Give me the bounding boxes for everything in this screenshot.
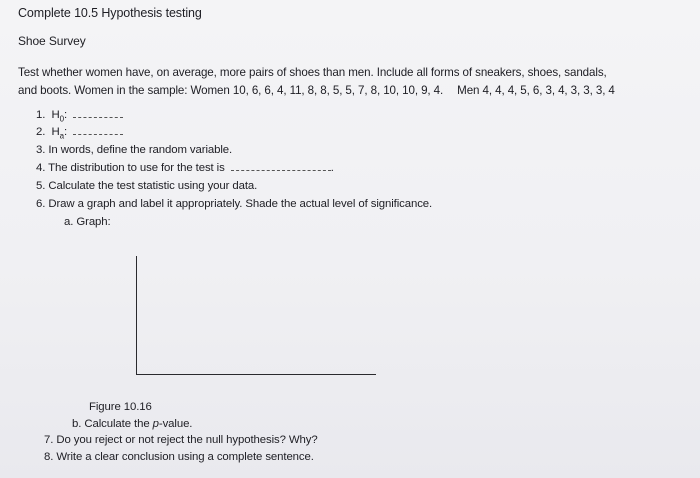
- question-6: 6. Draw a graph and label it appropriately. Shade the actual level of significance.: [36, 198, 433, 210]
- problem-statement: [18, 64, 678, 99]
- question-8: 8. Write a clear conclusion using a complete sentence.: [44, 451, 314, 463]
- question-3: 3. In words, define the random variable.: [36, 144, 233, 156]
- question-7: 7. Do you reject or not reject the null hypothesis? Why?: [44, 434, 318, 446]
- question-1: 1. $H_0$:: [36, 109, 123, 123]
- question-6a: a. Graph:: [64, 216, 111, 228]
- figure-caption: Figure 10.16: [89, 401, 152, 413]
- graph-axes: [136, 256, 376, 375]
- answer-blank-distribution[interactable]: [231, 169, 331, 171]
- section-subtitle: Shoe Survey: [18, 34, 86, 48]
- answer-blank-ha[interactable]: [73, 133, 123, 135]
- question-2: 2. $H_a$:: [36, 126, 123, 140]
- question-5: 5. Calculate the test statistic using your data.: [36, 180, 258, 192]
- problem-men-data: Men 4, 4, 4, 5, 6, 3, 4, 3, 3, 3, 4: [457, 83, 615, 97]
- problem-women-data: and boots. Women in the sample: Women 10, 6, 6, 4, 11, 8, 8, 5, 5, 7, 8, 10, 10, 9, 4.: [18, 83, 444, 97]
- question-6b: b. Calculate the p-value.: [72, 418, 193, 430]
- question-4: 4. The distribution to use for the test is .: [36, 162, 334, 174]
- answer-blank-h0[interactable]: [73, 116, 123, 118]
- page-title: Complete 10.5 Hypothesis testing: [18, 6, 202, 20]
- problem-line-1: Test whether women have, on average, more pairs of shoes than men. Include all forms of sneakers, shoes, sandals,: [18, 66, 607, 79]
